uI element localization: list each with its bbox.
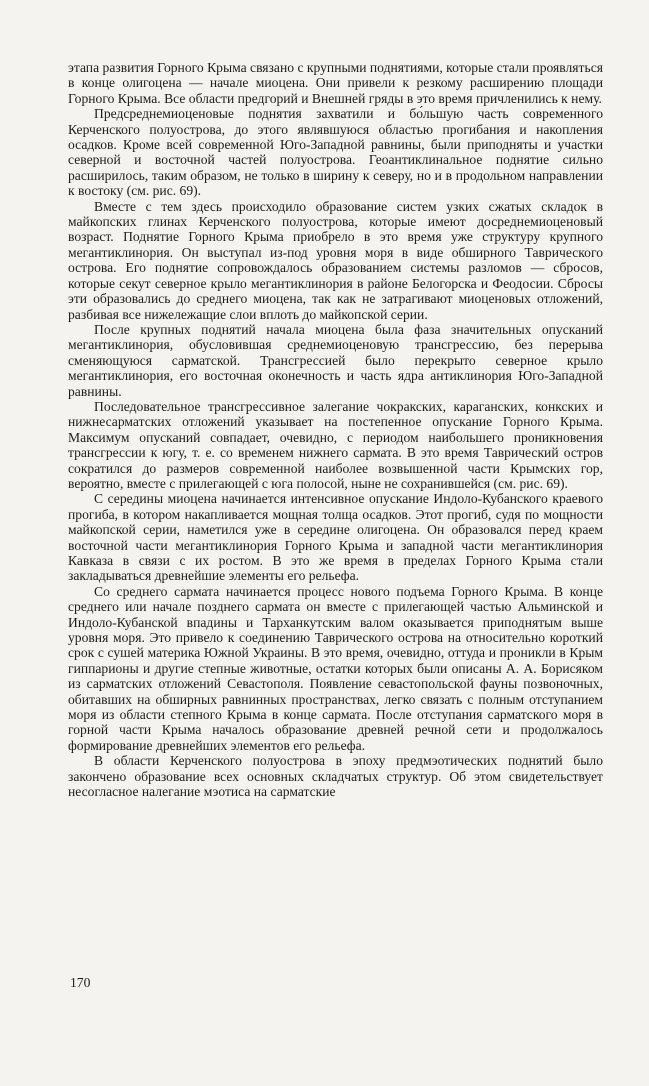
paragraph-7: Со среднего сармата начинается процесс нового подъема Горного Крыма. В конце среднего или начале позднего сармата он вместе с прилегающей частью Альминской и Индоло-Кубанской впадины и Тарханкутским валом оказывается приподнятым выше уровня моря. Это привело к соединению Таврического острова на относительно короткий срок с сушей материка Южной Украины. В это время, очевидно, оттуда и проникли в Крым гиппарионы и другие степные животные, остатки которых были описаны А. А. Борисяком из сарматских отложений Севастополя. Появление севастопольской фауны позвоночных, обитавших на обширных равнинных пространствах, легко связать с полным отступанием моря из области степного Крыма в конце сармата. После отступания сарматского моря в горной части Крыма началось образование древней речной сети и продолжалось формирование древнейших элементов его рельефа. <box>68 583 603 753</box>
paragraph-3: Вместе с тем здесь происходило образование систем узких сжатых складок в майкопских глинах Керченского полуострова, которые имеют досреднемиоценовый возраст. Поднятие Горного Крыма приобрело в это время уже структуру крупного мегантиклинория. Он выступал из-под уровня моря в виде обширного Таврического острова. Его поднятие сопровождалось образованием системы разломов — сбросов, которые секут северное крыло мегантиклинория в районе Белогорска и Феодосии. Сбросы эти образовались до среднего миоцена, так как не затрагивают миоценовых отложений, разбивая все нижележащие слои вплоть до майкопской серии. <box>68 198 603 322</box>
paragraph-5: Последовательное трансгрессивное залегание чокракских, караганских, конкских и нижнесарматских отложений указывает на постепенное опускание Горного Крыма. Максимум опусканий совпадает, очевидно, с периодом наибольшего проникновения трансгрессии к югу, т. е. со временем нижнего сармата. В это время Таврический остров сократился до размеров современной наиболее возвышенной части Крымских гор, вероятно, вместе с прилегающей с юга полосой, ныне не сохранившейся (см. рис. 69). <box>68 398 603 491</box>
paragraph-6: С середины миоцена начинается интенсивное опускание Индоло-Кубанского краевого прогиба, в котором накапливается мощная толща осадков. Этот прогиб, судя по мощности майкопской серии, наметился уже в середине олигоцена. Он образовался перед краем восточной части мегантиклинория Горного Крыма и западной части мегантиклинория Кавказа в связи с их ростом. В это же время в пределах Горного Крыма стали закладываться древнейшие элементы его рельефа. <box>68 491 603 584</box>
page-text <box>68 60 603 800</box>
paragraph-1: этапа развития Горного Крыма связано с крупными поднятиями, которые стали проявляться в конце олигоцена — начале миоцена. Они привели к резкому расширению площади Горного Крыма. Все области предгорий и Внешней гряды в это время причленились к нему. <box>68 60 603 106</box>
paragraph-2: Предсреднемиоценовые поднятия захватили и бо́льшую часть современного Керченского полуострова, до этого являвшуюся областью прогибания и накопления осадков. Кроме всей современной Юго-Западной равнины, были приподняты и участки северной и восточной частей полуострова. Геоантиклинальное поднятие сильно расширилось, таким образом, не только в ширину к северу, но и в продольном направлении к востоку (см. рис. 69). <box>68 106 603 199</box>
paragraph-8: В области Керченского полуострова в эпоху предмэотических поднятий было закончено образование всех основных складчатых структур. Об этом свидетельствует несогласное налегание мэотиса на сарматские <box>68 753 603 800</box>
paragraph-4: После крупных поднятий начала миоцена была фаза значительных опусканий мегантиклинория, обусловившая среднемиоценовую трансгрессию, без перерыва сменяющуюся сарматской. Трансгрессией было перекрыто северное крыло мегантиклинория, его восточная оконечность и часть ядра антиклинория Юго-Западной равнины. <box>68 321 603 399</box>
page-number: 170 <box>70 975 91 990</box>
